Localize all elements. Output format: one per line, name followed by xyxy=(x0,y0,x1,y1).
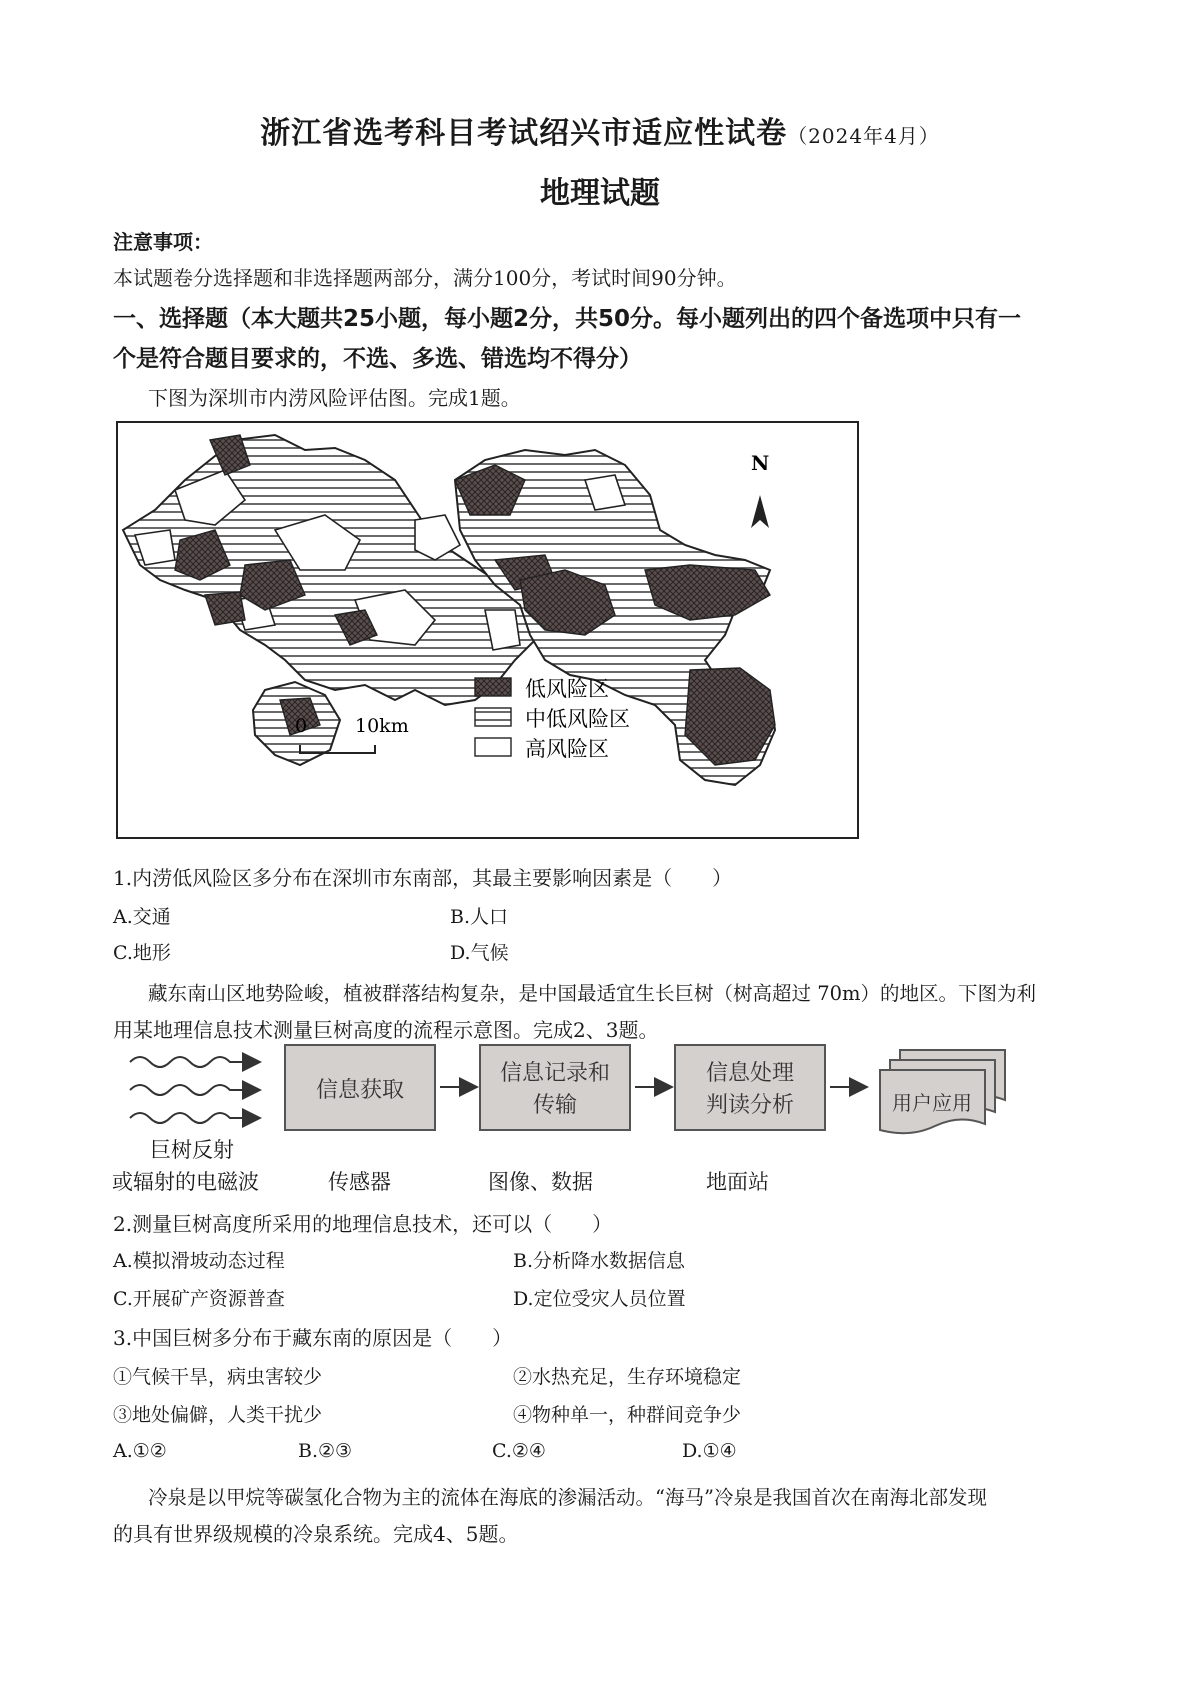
wave-arrows-icon xyxy=(130,1057,258,1123)
flow-label-ground-station: 地面站 xyxy=(706,1170,769,1194)
flow-diagram-svg xyxy=(110,1040,1010,1155)
intro-question-4-line2: 的具有世界级规模的冷泉系统。完成4、5题。 xyxy=(113,1522,519,1546)
q3-option-a: A.①② xyxy=(113,1440,167,1462)
legend-high: 高风险区 xyxy=(525,737,609,761)
box2-text-line2: 传输 xyxy=(532,1093,578,1118)
q2-stem: 2.测量巨树高度所采用的地理信息技术，还可以（ ） xyxy=(113,1212,613,1236)
legend-low: 低风险区 xyxy=(525,677,609,701)
box2-text-line1: 信息记录和 xyxy=(499,1061,611,1086)
q3-statement-2: ②水热充足，生存环境稳定 xyxy=(513,1366,742,1388)
q3-option-c: C.②④ xyxy=(492,1440,546,1462)
q1-option-d: D.气候 xyxy=(450,942,509,964)
exam-date: （2024年4月） xyxy=(787,124,940,148)
flow-source-line2: 或辐射的电磁波 xyxy=(112,1170,259,1194)
legend-swatch-high xyxy=(475,738,511,756)
q1-stem: 1.内涝低风险区多分布在深圳市东南部，其最主要影响因素是（ ） xyxy=(113,866,733,890)
notice-heading: 注意事项： xyxy=(113,230,213,254)
q3-statement-1: ①气候干旱，病虫害较少 xyxy=(113,1366,323,1388)
section-heading-line2: 个是符合题目要求的，不选、多选、错选均不得分） xyxy=(113,346,642,372)
flow-label-sensor: 传感器 xyxy=(328,1170,391,1194)
intro-question-2-line2: 用某地理信息技术测量巨树高度的流程示意图。完成2、3题。 xyxy=(113,1018,659,1042)
intro-question-1: 下图为深圳市内涝风险评估图。完成1题。 xyxy=(148,386,521,410)
scale-zero: 0 xyxy=(295,715,308,737)
box4-text: 用户应用 xyxy=(892,1091,972,1115)
box1-text: 信息获取 xyxy=(315,1078,405,1103)
q1-option-b: B.人口 xyxy=(450,906,509,928)
intro-question-2-line1: 藏东南山区地势险峻，植被群落结构复杂，是中国最适宜生长巨树（树高超过 70m）的地区。下图为利 xyxy=(148,982,1037,1005)
map-legend xyxy=(475,677,630,761)
box3-text-line2: 判读分析 xyxy=(705,1093,795,1118)
q2-option-c: C.开展矿产资源普查 xyxy=(113,1288,285,1310)
exam-title xyxy=(0,108,1200,152)
q1-option-a: A.交通 xyxy=(113,906,171,928)
flood-risk-map xyxy=(115,420,860,840)
legend-swatch-mid xyxy=(475,708,511,726)
legend-mid: 中低风险区 xyxy=(525,707,630,731)
q3-option-b: B.②③ xyxy=(298,1440,353,1462)
q2-option-d: D.定位受灾人员位置 xyxy=(513,1288,686,1310)
north-label: N xyxy=(751,451,770,475)
notice-text: 本试题卷分选择题和非选择题两部分，满分100分，考试时间90分钟。 xyxy=(113,266,737,290)
legend-swatch-low xyxy=(475,678,511,696)
flow-label-image-data: 图像、数据 xyxy=(488,1170,593,1194)
q3-statement-4: ④物种单一，种群间竞争少 xyxy=(513,1404,742,1426)
q2-option-a: A.模拟滑坡动态过程 xyxy=(113,1250,285,1272)
box3-text-line1: 信息处理 xyxy=(705,1061,795,1086)
intro-question-4-line1: 冷泉是以甲烷等碳氢化合物为主的流体在海底的渗漏活动。“海马”冷泉是我国首次在南海北部发现 xyxy=(148,1486,987,1509)
section-heading-line1: 一、选择题（本大题共25小题，每小题2分，共50分。每小题列出的四个备选项中只有一 xyxy=(113,306,1022,332)
flow-source-line1: 巨树反射 xyxy=(150,1138,234,1162)
q1-option-c: C.地形 xyxy=(113,942,171,964)
subject-title: 地理试题 xyxy=(540,176,660,211)
q3-statement-3: ③地处偏僻，人类干扰少 xyxy=(113,1404,323,1426)
q3-stem: 3.中国巨树多分布于藏东南的原因是（ ） xyxy=(113,1326,513,1350)
scale-label: 10km xyxy=(355,715,409,737)
q3-option-d: D.①④ xyxy=(682,1440,737,1462)
q2-option-b: B.分析降水数据信息 xyxy=(513,1250,686,1272)
flood-risk-map-svg xyxy=(115,420,860,840)
flow-diagram xyxy=(110,1040,1010,1200)
exam-title-text: 浙江省选考科目考试绍兴市适应性试卷 xyxy=(260,116,788,151)
